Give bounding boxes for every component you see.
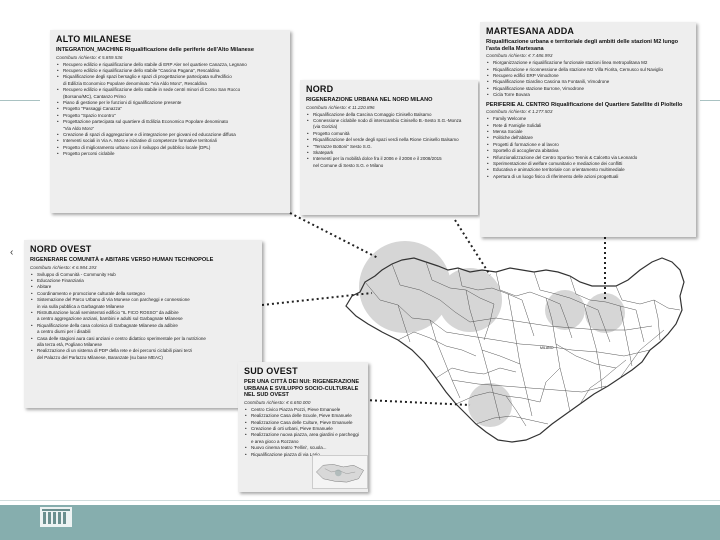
nord-subtitle: RIGENERAZIONE URBANA NEL NORD MILANO bbox=[306, 97, 433, 103]
institution-logo-icon bbox=[40, 507, 72, 527]
list-item: in via sulla pubblica a Garbagnate Milanese bbox=[37, 303, 125, 309]
nord-title: NORD bbox=[306, 84, 334, 94]
list-item: • Creazione di spazi di aggregazione e di integrazione per giovani ed educazione diffusa bbox=[56, 132, 284, 138]
list-item: • Family Welcome bbox=[486, 116, 690, 122]
list-item: • Ristrutturazione locali seminterrati edificio "IL FICO ROSSO" da adibire bbox=[30, 310, 256, 316]
box-martesana-adda bbox=[480, 22, 696, 237]
list-item: • Connessione ciclabile nodo di interscambio Cinisello B.-Sesto S.G.-Monza bbox=[306, 118, 472, 124]
list-item: • Realizzazione Casa delle Scuole, Pieve Emanuele bbox=[244, 413, 362, 419]
nord-ovest-title: NORD OVEST bbox=[30, 244, 92, 254]
list-item: • Progetto "Spazio Incontro" bbox=[56, 113, 284, 119]
list-item: • Progetto di miglioramento urbano con il sviluppo del pubblico locale (DPL) bbox=[56, 145, 284, 151]
list-item: • Apertura di un luogo fisico di riferimento delle azioni progettuali bbox=[486, 174, 690, 180]
nord-ovest-list bbox=[30, 272, 256, 362]
martesana-subtitle-2: PERIFERIE AL CENTRO Riqualificazione del Quartiere Satellite di Pioltello bbox=[486, 101, 683, 108]
alto-milanese-subtitle: INTEGRATION_MACHINE Riqualificazione delle periferie dell'Alto Milanese bbox=[56, 47, 254, 53]
list-item: • Riqualificazione degli spazi bersaglio e spazi di progettazione partecipata sull'edificio bbox=[56, 74, 284, 80]
martesana-subtitle: Riqualificazione urbana e territoriale degli ambiti delle stazioni M2 lungo l'asta della Martesana bbox=[486, 39, 679, 52]
list-item: • Sportello di accoglienza abitativa bbox=[486, 148, 690, 154]
nord-ovest-subtitle: RIGENERARE COMUNITÀ e ABITARE VERSO HUMAN TECHNOPOLE bbox=[30, 257, 214, 263]
martesana-list bbox=[486, 60, 690, 98]
nord-list bbox=[306, 112, 472, 170]
list-item: • Progetti di formazione e al lavoro bbox=[486, 142, 690, 148]
list-item: • Riqualificazione piazza di via Lario... bbox=[244, 452, 362, 458]
box-alto-milanese bbox=[50, 30, 290, 213]
martesana-title: MARTESANA ADDA bbox=[486, 26, 575, 36]
list-item: • Nuovo cinema teatro 'Fellini', scuola... bbox=[244, 445, 362, 451]
list-item: • Rifunzionalizzazione del Centro Sportivo Tennis & Calcetto via Leonardo bbox=[486, 155, 690, 161]
list-item: • Riqualificazione stazione Burrone, Vimodrone bbox=[486, 86, 690, 92]
footer-bar bbox=[0, 505, 720, 540]
list-item: • Sperimentazione di welfare comunitario e mediazione dei conflitti bbox=[486, 161, 690, 167]
list-item: "Via Aldo Moro" bbox=[63, 125, 95, 131]
list-item: • Interventi per la mobilità dolce fra il 2006 e il 2008 e il 2008/2015 bbox=[306, 156, 472, 162]
area-circle-alto-milanese bbox=[438, 268, 502, 332]
back-arrow-icon[interactable]: ‹ bbox=[10, 247, 14, 258]
alto-milanese-list bbox=[56, 62, 284, 158]
list-item: • Realizzazione di un sistema di PDP della rete e dei percorsi ciclabili piani terzi bbox=[30, 348, 256, 354]
martesana-contribution-2: Contributo richiesto: € 1.277.503 bbox=[486, 109, 553, 115]
list-item: • Recupero edilizio e riqualificazione dello stabile di ERP Aler nel quartiere Canazza, Legnano bbox=[56, 62, 284, 68]
list-item: • Riorganizzazione e riqualificazione funzionale stazioni linea metropolitana M2 bbox=[486, 60, 690, 66]
list-item: • Riqualificazione Giardino Cascina Ira Fontanili, Vimodrone bbox=[486, 79, 690, 85]
list-item: nel Comune di Sesto S.G. e Milano bbox=[313, 162, 384, 168]
list-item: • Mensa Sociale bbox=[486, 129, 690, 135]
list-item: • Interventi sociali in Via A. Moro e iniziative di competenze formative territoriali bbox=[56, 138, 284, 144]
alto-milanese-contribution: Contributo richiesto: € 5.859.536 bbox=[56, 54, 123, 60]
list-item: e area gioco a Rozzano bbox=[251, 438, 299, 444]
list-item: • Casa delle stagioni aura casi anziani e centro didattico sperimentale per la nutrizione bbox=[30, 336, 256, 342]
list-item: (Borsano/MC), Cantanzo Primo bbox=[63, 93, 126, 99]
list-item: • Sistemazione del Parco Urbano di Via Monese con parcheggi e connessione bbox=[30, 297, 256, 303]
list-item: del Palazzo del Parlazzo Milanese, Baranzate (su base MEAC) bbox=[37, 354, 163, 360]
list-item: • Progettazione partecipata sul quartiere di Edilizia Economico Popolare denominato bbox=[56, 119, 284, 125]
list-item: • Abitare bbox=[30, 284, 256, 290]
sud-ovest-contribution: Contributo richiesto: € 6.650.000 bbox=[244, 399, 311, 405]
list-item: • Educativa e animazione territoriale con orientamento multimediale bbox=[486, 167, 690, 173]
nord-contribution: Contributo richiesto: € 11.220.896 bbox=[306, 104, 375, 110]
list-item: • Coordinamento e promozione culturale della sostegno bbox=[30, 291, 256, 297]
list-item: • Realizzazione Casa delle Culture, Pieve Emanuele bbox=[244, 420, 362, 426]
list-item: • Sviluppo di Comunità - Community Hub bbox=[30, 272, 256, 278]
martesana-contribution: Contributo richiesto: € 7.486.993 bbox=[486, 53, 553, 59]
sud-ovest-map-thumbnail bbox=[312, 455, 368, 489]
list-item: alla terza età, Pogliano Milanese bbox=[37, 342, 103, 348]
sud-ovest-subtitle: PER UNA CITTÀ DEI NUI: RIGENERAZIONE URBANA E SVILUPPO SOCIO-CULTURALE NEL SUD OVEST bbox=[244, 379, 360, 399]
list-item: • Progetto "Passaggi Canazza" bbox=[56, 106, 284, 112]
area-circle-nord-ovest bbox=[359, 241, 451, 333]
list-item: • Piano di gestione per le funzioni di rigualificazione presente bbox=[56, 100, 284, 106]
list-item: • Riqualificazione e riconnessione della stazione M2 Villa Fiorita, Cernusco sul Naviglio bbox=[486, 67, 690, 73]
milano-label: MILANO bbox=[540, 346, 554, 350]
sud-ovest-title: SUD OVEST bbox=[244, 366, 298, 376]
list-item: • Recupero edifici ERP Vimodrone bbox=[486, 73, 690, 79]
box-nord-ovest bbox=[24, 240, 262, 408]
list-item: • Educazione Finanziaria bbox=[30, 278, 256, 284]
list-item: • Politiche dell'abitare bbox=[486, 135, 690, 141]
list-item: • Rete di Famiglie Solidali bbox=[486, 123, 690, 129]
area-circle-nord bbox=[545, 290, 585, 330]
list-item: a centro aggregazione anziani, bambini e adulti sul Garbagnate Milanese bbox=[37, 316, 183, 322]
list-item: a centro diurni per i disabili bbox=[37, 329, 91, 335]
box-nord bbox=[300, 80, 478, 215]
list-item: • Cicla Torre Bovara bbox=[486, 92, 690, 98]
list-item: • Riqualificazione della Cascina Comaggio Cinisello Balsamo bbox=[306, 112, 472, 118]
list-item: • Recupero edilizio e riqualificazione dello stabile in sede centri minori di Corso San Rocco bbox=[56, 87, 284, 93]
list-item: di Edilizia Economico Popolare denominato "Via Aldo Moro", Rescaldina bbox=[63, 80, 207, 86]
list-item: • Progetto comunità bbox=[306, 131, 472, 137]
list-item: • Riqualificazione del verde degli spazi verdi nella Rione Cinisello Balsamo bbox=[306, 137, 472, 143]
list-item: • "Terrazze Bottoni" Sesto S.G. bbox=[306, 144, 472, 150]
list-item: (via Gorizia) bbox=[313, 124, 338, 130]
leader-alto-milanese bbox=[290, 213, 378, 258]
list-item: • Skatepark bbox=[306, 150, 472, 156]
area-circle-sud-ovest bbox=[468, 383, 512, 427]
list-item: • Recupero edilizio e riqualificazione dello stabile "Cascina Pagana", Rescaldina bbox=[56, 68, 284, 74]
list-item: • Riqualificazione della casa colonica di Garbagnate Milanese da adibire bbox=[30, 323, 256, 329]
list-item: • Realizzazione nuova piazza, area giardini e parcheggi bbox=[244, 432, 362, 438]
footer-divider bbox=[0, 500, 720, 501]
list-item: • Centro Civico Piazza Pozzi, Pieve Emanuele bbox=[244, 407, 362, 413]
sud-ovest-list bbox=[244, 407, 362, 458]
nord-ovest-contribution: Contributo richiesto: € 6.984.193 bbox=[30, 264, 97, 270]
alto-milanese-title: ALTO MILANESE bbox=[56, 34, 132, 44]
martesana-list-2 bbox=[486, 116, 690, 180]
list-item: • Progetto percorsi ciclabile bbox=[56, 151, 284, 157]
list-item: • Creazione di orti urbani, Pieve Emanuele bbox=[244, 426, 362, 432]
